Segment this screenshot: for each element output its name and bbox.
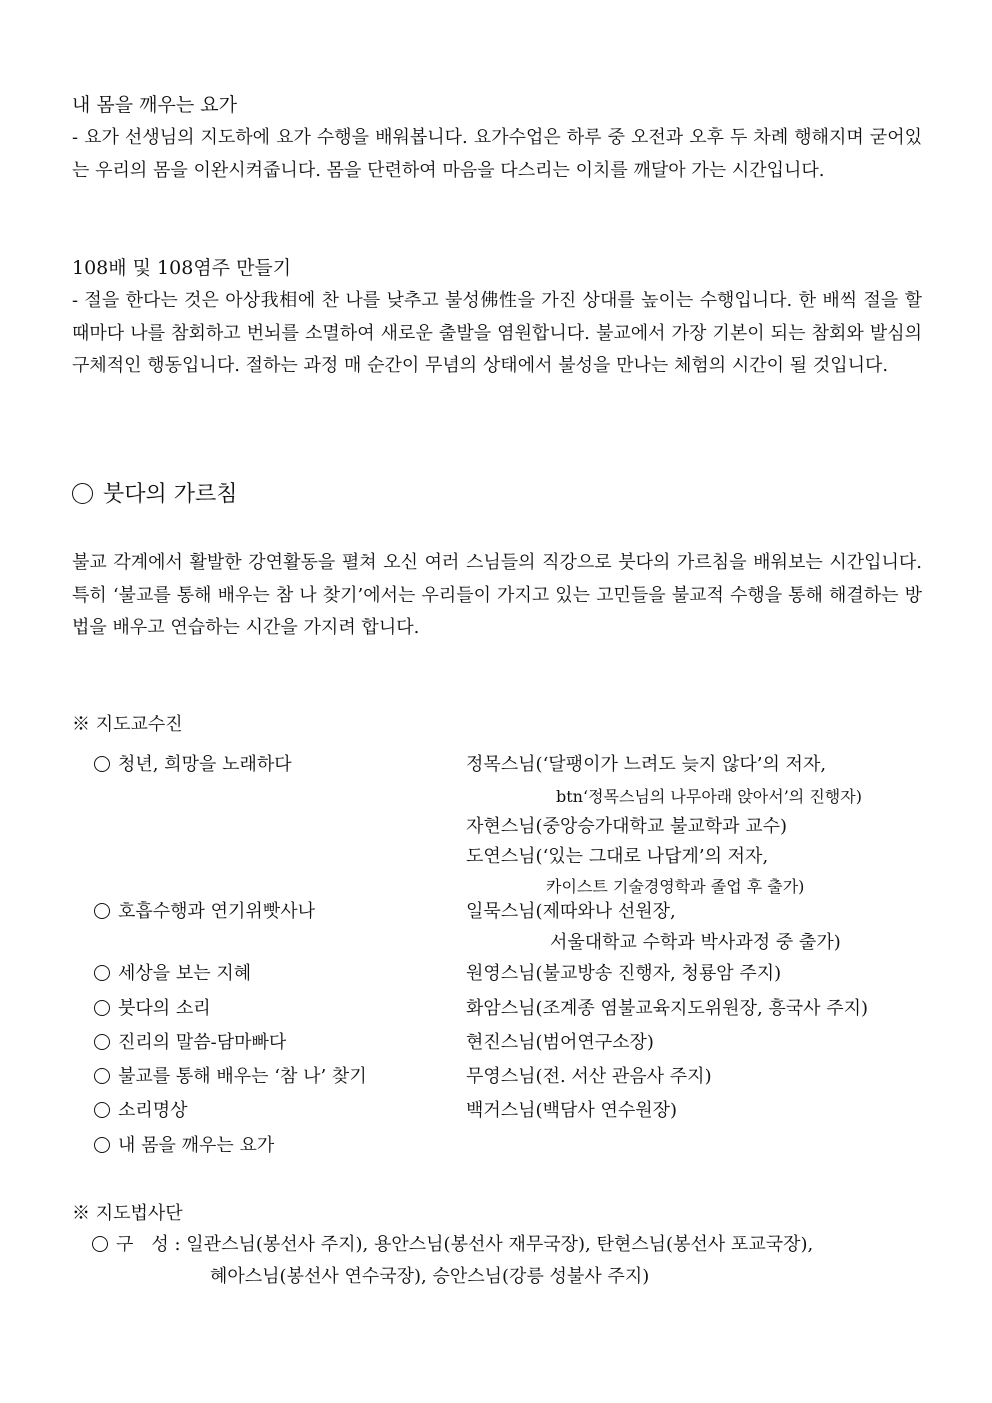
program-item: 세상을 보는 지혜 — [94, 962, 251, 986]
monk-ilmuk-1: 일묵스님(제따와나 선원장, — [466, 901, 676, 922]
program-item: 진리의 말씀-담마빠다 — [94, 1031, 286, 1055]
circle-bullet-icon — [94, 1102, 110, 1118]
program-item: 소리명상 — [94, 1099, 188, 1123]
circle-bullet-icon — [94, 1137, 110, 1153]
program-item: 붓다의 소리 — [94, 997, 211, 1021]
teaching-heading — [72, 481, 238, 509]
yoga-title: 내 몸을 깨우는 요가 — [72, 94, 237, 116]
circle-bullet-icon — [72, 483, 93, 504]
circle-bullet-icon — [92, 1236, 108, 1252]
monk-hyeonjin: 현진스님(범어연구소장) — [466, 1032, 654, 1053]
monk-doyeon-2: 카이스트 기술경영학과 졸업 후 출가) — [546, 877, 805, 896]
bows-title: 108배 및 108염주 만들기 — [72, 257, 292, 279]
monk-jahyeon: 자현스님(중앙승가대학교 불교학과 교수) — [466, 816, 788, 837]
program-item: 내 몸을 깨우는 요가 — [94, 1134, 274, 1158]
monk-hwaam: 화암스님(조계종 염불교육지도위원장, 흥국사 주지) — [466, 998, 869, 1019]
bows-body: - 절을 한다는 것은 아상我相에 찬 나를 낮추고 불성佛性을 가진 상대를 높이는 수행입니다. 한 배씩 절을 할 때마다 나를 참회하고 번뇌를 소멸하여 새로운 출발을 염원합니다. 불교에서 가장 기본이 되는 참회와 발심의 구체적인 행동입니다. 절하는 과정 매 순간이 무념의 상태에서 불성을 만나는 체험의 시간이 될 것입니다. — [72, 290, 922, 376]
dharma-team-line-1 — [92, 1233, 813, 1257]
dharma-team-members-1: 일관스님(봉선사 주지), 용안스님(봉선사 재무국장), 탄현스님(봉선사 포교국장), — [186, 1234, 814, 1255]
program-item: 청년, 희망을 노래하다 — [94, 753, 292, 777]
monk-wonyeong: 원영스님(불교방송 진행자, 청룡암 주지) — [466, 963, 782, 984]
circle-bullet-icon — [94, 1068, 110, 1084]
dharma-team-heading: ※ 지도법사단 — [72, 1203, 183, 1224]
dharma-team-members-2: 혜아스님(봉선사 연수국장), 승안스님(강릉 성불사 주지) — [210, 1266, 650, 1287]
program-item: 불교를 통해 배우는 ‘참 나’ 찾기 — [94, 1065, 367, 1089]
program-item: 호흡수행과 연기위빳사나 — [94, 900, 315, 924]
circle-bullet-icon — [94, 903, 110, 919]
yoga-body: - 요가 선생님의 지도하에 요가 수행을 배워봅니다. 요가수업은 하루 중 오전과 오후 두 차례 행해지며 굳어있는 우리의 몸을 이완시켜줍니다. 몸을 단련하여 마음을 다스리는 이치를 깨달아 가는 시간입니다. — [72, 127, 922, 181]
circle-bullet-icon — [94, 1034, 110, 1050]
monk-jeongmok-2: btn‘정목스님의 나무아래 앉아서’의 진행자) — [556, 787, 862, 806]
monk-ilmuk-2: 서울대학교 수학과 박사과정 중 출가) — [550, 932, 841, 953]
teaching-body: 불교 각계에서 활발한 강연활동을 펼쳐 오신 여러 스님들의 직강으로 붓다의 가르침을 배워보는 시간입니다. 특히 ‘불교를 통해 배우는 참 나 찾기’에서는 우리들이 가지고 있는 고민들을 불교적 수행을 통해 해결하는 방법을 배우고 연습하는 시간을 가지려 합니다. — [72, 552, 922, 638]
monk-doyeon-1: 도연스님(‘있는 그대로 나답게’의 저자, — [466, 846, 769, 867]
circle-bullet-icon — [94, 965, 110, 981]
monk-baekgeo: 백거스님(백담사 연수원장) — [466, 1100, 678, 1121]
monk-jeongmok-1: 정목스님(‘달팽이가 느려도 늦지 않다’의 저자, — [466, 754, 827, 775]
circle-bullet-icon — [94, 1000, 110, 1016]
monk-muyeong: 무영스님(전. 서산 관음사 주지) — [466, 1066, 712, 1087]
teaching-title: 붓다의 가르침 — [103, 482, 238, 507]
dharma-team-label: 구 성 : — [116, 1234, 181, 1255]
instructors-heading: ※ 지도교수진 — [72, 714, 183, 735]
circle-bullet-icon — [94, 756, 110, 772]
